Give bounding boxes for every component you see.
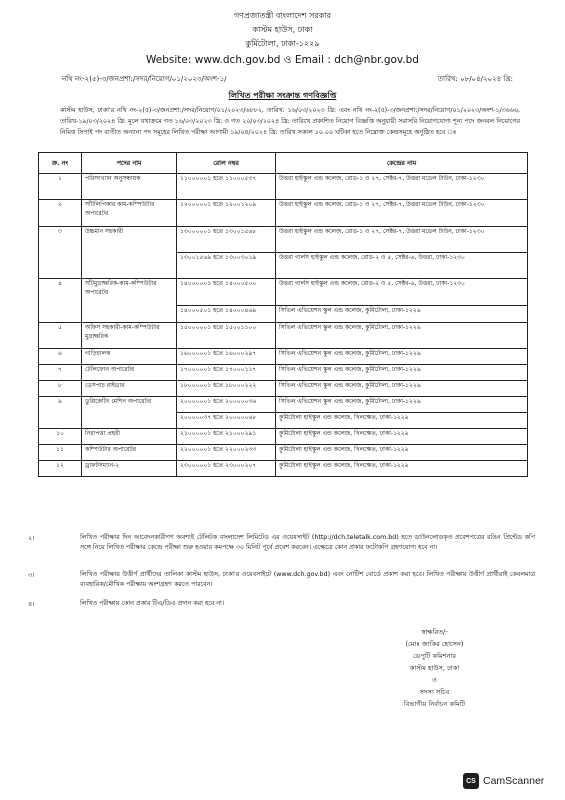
cell-center: কুর্মিটোলা হাইস্কুল এন্ড কলেজ, খিলক্ষেত, ঢাকা-১২২৯ — [276, 429, 528, 445]
cell-roll: ১৮০০০০০১ হতে ১৮০০০২২২ — [177, 381, 276, 397]
cell-post: নিরাপত্তা প্রহরী — [82, 429, 177, 445]
table-row — [39, 445, 528, 461]
cell-roll: ২০০০০০৩৭ হতে ২০০০০০৬৮ — [177, 413, 276, 429]
cell-roll: ২১০০০০০১ হতে ২১০০০২৯১ — [177, 429, 276, 445]
cell-roll: ১৪০০০৫০১ হতে ১৪০০০৪৬৯ — [177, 306, 276, 323]
camscanner-watermark — [463, 771, 544, 791]
header-roll: রোল নম্বর — [177, 153, 276, 174]
cell-post: উচ্চমান সহকারী — [82, 227, 177, 279]
memo-date: তারিখ: ০৮/০৪/২০২৪ খ্রি: — [437, 75, 513, 83]
header-office: কাস্টম হাউস, ঢাকা — [252, 25, 313, 34]
cell-center: সিভিল এভিয়েশন স্কুল এন্ড কলেজ, কুর্মিটোলা, ঢাকা-১২২৯ — [276, 381, 528, 397]
cell-roll: ১১০০০০০১ হতে ১১০০০৫৩৭ — [177, 174, 276, 200]
exam-table — [38, 152, 528, 477]
header-website-email: Website: www.dch.gov.bd ও Email : dch@nbr.gov.bd — [146, 54, 419, 66]
camscanner-text: CamScanner — [483, 775, 545, 787]
table-row — [39, 429, 528, 445]
note-number: ২। — [28, 535, 35, 542]
table-row — [39, 349, 528, 365]
header-address: কুর্মিটোলা, ঢাকা-১২২৯ — [245, 39, 320, 48]
memo-number: নথি নং-২(৫)-৩/জনপ্রশা:/সদর/নিয়োগ/০১/২০২৩/অংশ-১/ — [62, 75, 227, 83]
table-row — [39, 365, 528, 381]
note-text: লিখিত পরীক্ষায় কোন প্রকার টিএ/ডিএ প্রদান করা হবে না। — [80, 600, 225, 607]
table-row — [39, 397, 528, 413]
cell-post: গাড়িচালক — [82, 349, 177, 365]
cell-roll: ১৭০০০০০১ হতে ১৭০০০১১৭ — [177, 365, 276, 381]
signature-and: ও — [432, 676, 437, 684]
cell-center: কুর্মিটোলা হাইস্কুল এন্ড কলেজ, খিলক্ষেত, ঢাকা-১২২৯ — [276, 461, 528, 477]
cell-serial: ৬ — [39, 349, 82, 365]
cell-roll: ১৬০০০০০১ হতে ১৬০০০২৯৭ — [177, 349, 276, 365]
cell-serial: ১২ — [39, 461, 82, 477]
cell-roll: ২৩০০০০০১ হতে ২৩০০০২০৭ — [177, 461, 276, 477]
cell-post: সাঁটলিপিকার কাম-কম্পিউটার অপারেটর — [82, 200, 177, 227]
header-government: গণপ্রজাতন্ত্রী বাংলাদেশ সরকার — [233, 11, 332, 20]
cell-center: কুর্মিটোলা হাইস্কুল এন্ড কলেজ, খিলক্ষেত, ঢাকা-১২২৯ — [276, 413, 528, 429]
cell-roll: ১৫০০০০০১ হতে ১৫০০১১০০ — [177, 323, 276, 349]
table-row — [39, 227, 528, 253]
table-row — [39, 461, 528, 477]
cell-center: সিভিল এভিয়েশন স্কুল এন্ড কলেজ, কুর্মিটোলা, ঢাকা-১২২৯ — [276, 349, 528, 365]
cell-serial: ৫ — [39, 323, 82, 349]
note-number: ৩। — [28, 572, 35, 579]
signature-role: সদস্য সচিব — [419, 688, 450, 696]
cell-roll: ১৩০০০০০১ হতে ১৩০০১৫৬৮ — [177, 227, 276, 253]
note-text: লিখিত পরীক্ষার দিন আবেদনকারীগণ অবশ্যই টেলিটক বাংলাদেশ লিমিটেড এর ওয়েবসাইট (http://dch.teletalk.com.bd) হতে ডাউনলোডকৃত প্রবেশপত্রের রঙিন প্রিন্টেড কপি সঙ্গে নিয়ে লিখিত পরীক্ষার কেন্দ্রে পরীক্ষা শুরু হওয়ার কমপক্ষে ৩০ মিনিট পূর্বে প্রবেশ করবেন। এক্ষেত্রে কোন প্রকার ফটোকপি গ্রহণযোগ্য হবে না। — [80, 534, 535, 552]
cell-post: কম্পিউটার অপারেটর — [82, 445, 177, 461]
cell-center: সিভিল এভিয়েশন স্কুল এন্ড কলেজ, কুর্মিটোলা, ঢাকা-১২২৯ — [276, 323, 528, 349]
cell-roll: ২০০০০০০১ হতে ২০০০০০৩৬ — [177, 397, 276, 413]
cell-roll: ২২০০০০০১ হতে ২২০০০২৩৩ — [177, 445, 276, 461]
cell-center: উত্তরা গার্লস হাইস্কুল এন্ড কলেজ, রোড-২ ও ৫, সেক্টর-৬, উত্তরা, ঢাকা-১২৩০ — [276, 253, 528, 279]
cell-post: টেলিফোন অপারেটর — [82, 365, 177, 381]
cell-roll: ১৩০০১৫৬৯ হতে ১৩০০৩০১৯ — [177, 253, 276, 279]
signature-signed: স্বাক্ষরিত/- — [421, 628, 448, 636]
cell-roll: ১২০০০০০১ হতে ১২০০১২০৯ — [177, 200, 276, 227]
notice-title: লিখিত পরীক্ষা সংক্রান্ত গণবিজ্ঞপ্তি — [228, 91, 337, 100]
signature-office: কাস্টম হাউস, ঢাকা — [409, 664, 460, 672]
table-row — [39, 200, 528, 227]
camscanner-logo: CS — [463, 773, 479, 789]
cell-serial: ১১ — [39, 445, 82, 461]
note-number: ৪। — [28, 601, 35, 608]
table-row — [39, 323, 528, 349]
cell-post: পরিসংখ্যান অনুসন্ধায়ক — [82, 174, 177, 200]
cell-center: সিভিল এভিয়েশন স্কুল এন্ড কলেজ, কুর্মিটোলা, ঢাকা-১২২৯ — [276, 306, 528, 323]
signature-committee: বিভাগীয় নির্বাচন কমিটি — [403, 700, 466, 708]
cell-post: অফিস সহকারী-কাম-কম্পিউটার মুদ্রাক্ষরিক — [82, 323, 177, 349]
cell-center: উত্তরা হাইস্কুল এন্ড কলেজ, রোড-১ ও ২৭, সেক্টর-৭, উত্তরা মডেল টাউন, ঢাকা-১২৩০ — [276, 227, 528, 253]
cell-serial: ৭ — [39, 365, 82, 381]
note-text: লিখিত পরীক্ষায় উত্তীর্ণ প্রার্থীদের তালিকা কাস্টম হাউস, ঢাকা'র ওয়েবসাইটে (www.dch.gov.bd) এবং নোটিশ বোর্ডে প্রকাশ করা হবে। লিখিত পরীক্ষায় উত্তীর্ণ প্রার্থীরাই কেবলমাত্র ব্যবহারিক/মৌখিক পরীক্ষায় অংশগ্রহণ করতে পারবেন। — [80, 571, 535, 589]
table-header-row — [39, 153, 528, 174]
cell-center: কুর্মিটোলা হাইস্কুল এন্ড কলেজ, খিলক্ষেত, ঢাকা-১২২৯ — [276, 445, 528, 461]
cell-center: সিভিল এভিয়েশন স্কুল এন্ড কলেজ, কুর্মিটোলা, ঢাকা-১২২৯ — [276, 397, 528, 413]
header-post: পদের নাম — [82, 153, 177, 174]
signature-name: (মোঃ জাকির হোসেন) — [405, 640, 464, 648]
cell-serial: ৪ — [39, 279, 82, 323]
cell-center: উত্তরা হাইস্কুল এন্ড কলেজ, রোড-১ ও ২৭, সেক্টর-৭, উত্তরা মডেল টাউন, ঢাকা-১২৩০ — [276, 174, 528, 200]
cell-roll: ১৪০০০০০১ হতে ১৪০০০৫০০ — [177, 279, 276, 306]
cell-serial: ২ — [39, 200, 82, 227]
cell-center: উত্তরা গার্লস হাইস্কুল এন্ড কলেজ, রোড-২ ও ৫, সেক্টর-৬, উত্তরা, ঢাকা-১২৩০ — [276, 279, 528, 306]
intro-paragraph: কাস্টম হাউস, ঢাকা'র নথি নং-২(৫)-৩/জনপ্রশা:/সদর/নিয়োগ/০১/২০২৩/৬৮৮২, তারিখ: ১৬/০৩/২০২৩ খ্রি: এবং নথি নং-২(৫)-৩/জনপ্রশা:/সদর/নিয়োগ/০১/২০২৩/অংশ-১/৩৬৬৬, তারিখ-১৯/০৩/২০২৪ খ্রি: মূলে যথাক্রমে গত ১৬/০৩/২০২৩ খ্রি: ও গত ২০/০৩/২০২৪ খ্রি: তারিখে প্রকাশিত নিয়োগ বিজ্ঞপ্তি অনুযায়ী সরাসরি নিয়োগযোগ্য শূন্য পদে জনবল নিয়োগের নিমিত্ত সিপাই পদ ব্যতীত অন্যান্য পদ সমূহের লিখিত পরীক্ষা আগামী ১৯/০৪/২০২৪ খ্রি: তারিখ সকাল ১০.০০ ঘটিকা হতে নিম্নোক্ত কেন্দ্রসমূহে অনুষ্ঠিত হবে ঃ — [60, 107, 520, 136]
cell-post: ড্রাফটসম্যান-২ — [82, 461, 177, 477]
table-row — [39, 279, 528, 306]
cell-serial: ৮ — [39, 381, 82, 397]
table-row — [39, 381, 528, 397]
header-center: কেন্দ্রের নাম — [276, 153, 528, 174]
table-body — [39, 174, 528, 477]
cell-post: ডেসপাচ রাইডার — [82, 381, 177, 397]
cell-serial: ১০ — [39, 429, 82, 445]
header-serial: ক্র. নং — [39, 153, 82, 174]
cell-serial: ৯ — [39, 397, 82, 429]
cell-serial: ১ — [39, 174, 82, 200]
signature-designation: ডেপুটি কমিশনার — [412, 652, 457, 660]
cell-center: সিভিল এভিয়েশন স্কুল এন্ড কলেজ, কুর্মিটোলা, ঢাকা-১২২৯ — [276, 365, 528, 381]
table-row — [39, 174, 528, 200]
cell-post: সাঁটমুদ্রাক্ষরিক-কাম-কম্পিউটার অপারেটর — [82, 279, 177, 323]
cell-center: উত্তরা হাইস্কুল এন্ড কলেজ, রোড-১ ও ২৭, সেক্টর-৭, উত্তরা মডেল টাউন, ঢাকা-১২৩০ — [276, 200, 528, 227]
cell-serial: ৩ — [39, 227, 82, 279]
cell-post: ডুপ্লিকেটিং মেশিন অপারেটর — [82, 397, 177, 429]
